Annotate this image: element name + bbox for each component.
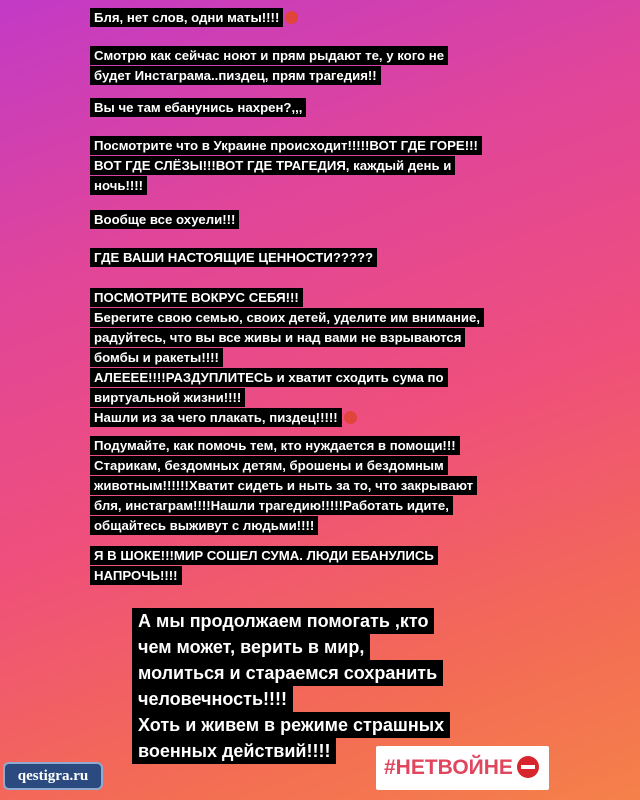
text-block-6 [90, 248, 560, 268]
no-entry-icon [517, 756, 539, 778]
text-line: Нашли из за чего плакать, пиздец!!!!! [90, 408, 342, 427]
angry-face-icon [285, 11, 298, 24]
text-block-7 [90, 288, 560, 428]
text-line: Смотрю как сейчас ноют и прям рыдают те, у кого не [90, 46, 448, 65]
hashtag-sticker [376, 746, 549, 790]
text-line: виртуальной жизни!!!! [90, 388, 245, 407]
text-line: Берегите свою семью, своих детей, уделите им внимание, [90, 308, 484, 327]
text-line: Вообще все охуели!!! [90, 210, 239, 229]
text-line: молиться и стараемся сохранить [132, 660, 443, 686]
text-line: НАПРОЧЬ!!!! [90, 566, 182, 585]
text-line: животным!!!!!!Хватит сидеть и ныть за то, что закрывают [90, 476, 477, 495]
text-line: общайтесь выживут с людьми!!!! [90, 516, 318, 535]
text-line: бля, инстаграм!!!!Нашли трагедию!!!!!Работать идите, [90, 496, 453, 515]
text-line: Посмотрите что в Украине происходит!!!!!ВОТ ГДЕ ГОРЕ!!! [90, 136, 482, 155]
text-line: военных действий!!!! [132, 738, 336, 764]
text-line: будет Инстаграма..пиздец, прям трагедия!! [90, 66, 381, 85]
text-line: Подумайте, как помочь тем, кто нуждается в помощи!!! [90, 436, 460, 455]
text-block-2 [90, 46, 560, 86]
text-line: ночь!!!! [90, 176, 147, 195]
text-line: чем может, верить в мир, [132, 634, 370, 660]
text-line: АЛЕЕЕЕ!!!!РАЗДУПЛИТЕСЬ и хватит сходить сума по [90, 368, 448, 387]
text-line: Старикам, бездомных детям, брошены и бездомным [90, 456, 448, 475]
text-block-3 [90, 98, 560, 118]
text-line: радуйтесь, что вы все живы и над вами не взрываются [90, 328, 465, 347]
text-line: человечность!!!! [132, 686, 293, 712]
text-line: Вы че там ебанунись нахрен?,,, [90, 98, 306, 117]
text-block-8 [90, 436, 560, 536]
text-block-5 [90, 210, 560, 230]
text-line: Бля, нет слов, одни маты!!!! [90, 8, 283, 27]
hashtag-text: #НЕТВОЙНЕ [384, 756, 513, 779]
text-line: Я В ШОКЕ!!!МИР СОШЕЛ СУМА. ЛЮДИ ЕБАНУЛИСЬ [90, 546, 438, 565]
text-block-9 [90, 546, 560, 586]
text-line: А мы продолжаем помогать ,кто [132, 608, 434, 634]
text-line: Хоть и живем в режиме страшных [132, 712, 450, 738]
text-line: ВОТ ГДЕ СЛЁЗЫ!!!ВОТ ГДЕ ТРАГЕДИЯ, каждый день и [90, 156, 455, 175]
text-line: ПОСМОТРИТЕ ВОКРУС СЕБЯ!!! [90, 288, 303, 307]
text-block-4 [90, 136, 560, 196]
closing-message-block [132, 608, 512, 764]
text-line: бомбы и ракеты!!!! [90, 348, 223, 367]
angry-face-icon [344, 411, 357, 424]
text-line: ГДЕ ВАШИ НАСТОЯЩИЕ ЦЕННОСТИ????? [90, 248, 377, 267]
watermark-text: qestigra.ru [17, 768, 89, 784]
site-watermark [3, 762, 103, 790]
text-block-1 [90, 8, 560, 28]
